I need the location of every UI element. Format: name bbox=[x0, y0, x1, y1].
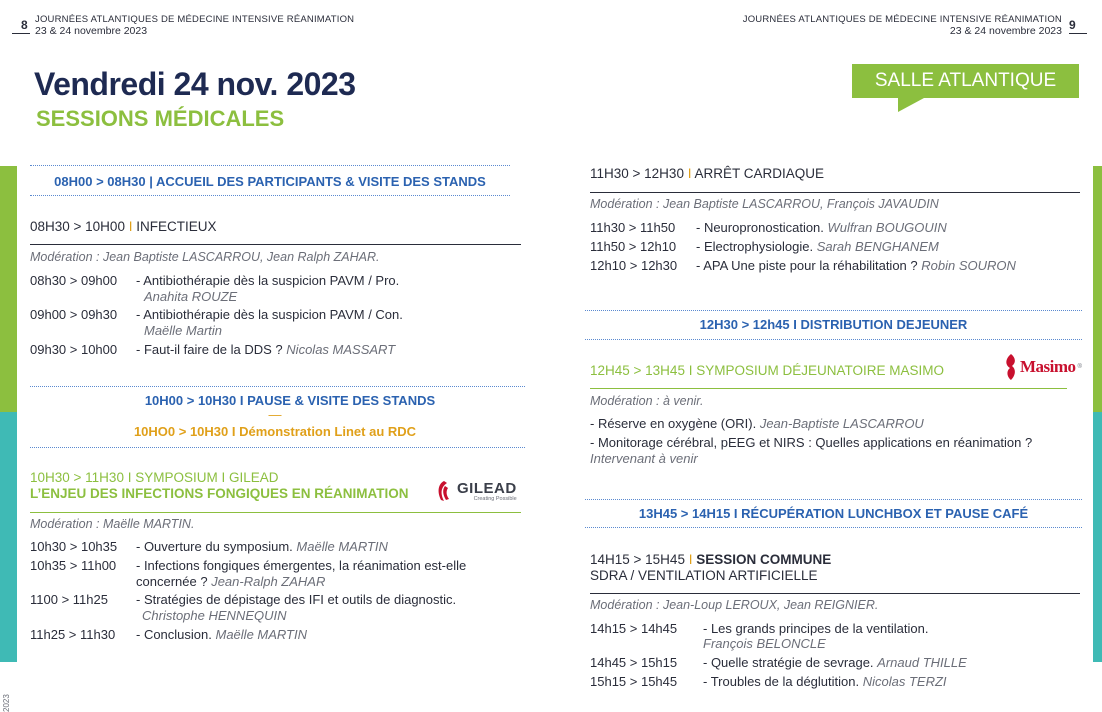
gilead-tagline: Creating Possible bbox=[473, 495, 517, 502]
symposium-rule bbox=[30, 512, 521, 513]
symposium-moderation: Modération : Maëlle MARTIN. bbox=[30, 517, 195, 531]
talk-speaker: Intervenant à venir bbox=[590, 451, 698, 466]
talk-title: - Electrophysiologie. bbox=[696, 239, 814, 254]
talk-time: 1100 > 11h25 bbox=[30, 592, 108, 607]
arret-time: 11H30 > 12H30 bbox=[590, 166, 684, 181]
talk-speaker: Maëlle MARTIN bbox=[296, 539, 388, 554]
left-conference-dates: 23 & 24 novembre 2023 bbox=[35, 25, 148, 37]
right-page-number: 9 bbox=[1069, 18, 1076, 32]
infectieux-title: INFECTIEUX bbox=[136, 219, 217, 234]
masimo-word: Masimo bbox=[1020, 357, 1076, 376]
talk-title: - Faut-il faire de la DDS ? bbox=[136, 342, 283, 357]
gilead-logo bbox=[435, 480, 517, 502]
pause-rule-top bbox=[30, 386, 525, 387]
left-green-bar bbox=[0, 166, 17, 412]
talk-time: 11h30 > 11h50 bbox=[590, 220, 676, 235]
talk-time: 11h50 > 12h10 bbox=[590, 239, 677, 254]
talk-title: - Stratégies de dépistage des IFI et outils de diagnostic. bbox=[136, 592, 457, 607]
right-conference-dates: 23 & 24 novembre 2023 bbox=[949, 25, 1062, 37]
talk-speaker: Nicolas MASSART bbox=[286, 342, 396, 357]
talk-speaker: Jean-Baptiste LASCARROU bbox=[759, 416, 924, 431]
talk-title: - Quelle stratégie de sevrage. bbox=[703, 655, 874, 670]
masimo-heading: 12H45 > 13H45 I SYMPOSIUM DÉJEUNATOIRE MASIMO bbox=[590, 363, 944, 378]
talk-speaker: Maëlle Martin bbox=[144, 323, 223, 338]
talk-title: - Conclusion. bbox=[136, 627, 212, 642]
talk-title: - Antibiothérapie dès la suspicion PAVM / Con. bbox=[136, 307, 403, 322]
talk-row bbox=[136, 539, 388, 555]
talk-time: 14h15 > 14h45 bbox=[590, 621, 678, 636]
left-header-rule bbox=[12, 33, 30, 34]
lunchbox-rule-bottom bbox=[585, 527, 1082, 528]
masimo-moderation: Modération : à venir. bbox=[590, 394, 704, 408]
talk-time: 10h35 > 11h00 bbox=[30, 558, 117, 573]
talk-speaker: Arnaud THILLE bbox=[877, 655, 967, 670]
gilead-emblem-icon bbox=[435, 480, 453, 502]
talk-title: - Les grands principes de la ventilation. bbox=[703, 621, 929, 636]
page-title: Vendredi 24 nov. 2023 bbox=[34, 66, 356, 102]
dejeuner-heading: 12H30 > 12h45 I DISTRIBUTION DEJEUNER bbox=[699, 317, 968, 332]
pause-dash: — bbox=[268, 407, 282, 422]
masimo-rule bbox=[590, 388, 1067, 389]
talk-title: - APA Une piste pour la réhabilitation ? bbox=[696, 258, 918, 273]
masimo-registered: ® bbox=[1077, 364, 1082, 370]
demo-rule-bottom bbox=[30, 447, 525, 448]
talk-time: 08h30 > 09h00 bbox=[30, 273, 118, 288]
masimo-logo bbox=[1004, 353, 1082, 381]
talk-time: 12h10 > 12h30 bbox=[590, 258, 678, 273]
arret-title: ARRÊT CARDIAQUE bbox=[694, 166, 825, 181]
arret-rule bbox=[590, 192, 1080, 193]
accueil-heading: 08H00 > 08H30 | ACCUEIL DES PARTICIPANTS & VISITE DES STANDS bbox=[54, 174, 486, 189]
infectieux-time: 08H30 > 10H00 bbox=[30, 219, 125, 234]
talk-row bbox=[696, 258, 1016, 274]
commune-heading bbox=[590, 552, 831, 567]
talk-speaker: Robin SOURON bbox=[921, 258, 1016, 273]
gilead-wordmark bbox=[457, 481, 517, 502]
arret-moderation: Modération : Jean Baptiste LASCARROU, François JAVAUDIN bbox=[590, 197, 939, 211]
right-green-bar bbox=[1093, 166, 1102, 412]
talk-title: - Antibiothérapie dès la suspicion PAVM / Pro. bbox=[136, 273, 400, 288]
talk-row bbox=[136, 627, 307, 643]
talk-time: 09h00 > 09h30 bbox=[30, 307, 118, 322]
masimo-emblem-icon bbox=[1004, 353, 1018, 381]
pause-heading: 10H00 > 10H30 I PAUSE & VISITE DES STANDS bbox=[144, 393, 436, 408]
talk-time: 09h30 > 10h00 bbox=[30, 342, 118, 357]
accueil-rule-top bbox=[30, 165, 510, 166]
talk-row bbox=[696, 239, 939, 255]
talk-speaker: Nicolas TERZI bbox=[862, 674, 947, 689]
talk-speaker: Maëlle MARTIN bbox=[215, 627, 308, 642]
talk-row bbox=[136, 342, 395, 358]
talk-title: - Réserve en oxygène (ORI). bbox=[590, 416, 757, 431]
room-badge-arrow bbox=[898, 98, 924, 112]
commune-subtitle: SDRA / VENTILATION ARTIFICIELLE bbox=[590, 568, 818, 583]
masimo-item-1 bbox=[590, 416, 924, 432]
talk-title: - Infections fongiques émergentes, la réanimation est-elle concernée ? bbox=[136, 558, 467, 589]
symposium-title: L’ENJEU DES INFECTIONS FONGIQUES EN RÉANIMATION bbox=[30, 486, 409, 501]
infectieux-moderation: Modération : Jean Baptiste LASCARROU, Jean Ralph ZAHAR. bbox=[30, 250, 380, 264]
talk-speaker: Jean-Ralph ZAHAR bbox=[211, 574, 326, 589]
talk-time: 15h15 > 15h45 bbox=[590, 674, 678, 689]
talk-row bbox=[703, 655, 967, 671]
gilead-word: GILEAD bbox=[457, 479, 517, 497]
page-subtitle: SESSIONS MÉDICALES bbox=[36, 106, 285, 131]
talk-title: - Neuropronostication. bbox=[696, 220, 824, 235]
infectieux-separator: I bbox=[128, 219, 133, 234]
talk-speaker: François BELONCLE bbox=[703, 636, 826, 651]
room-badge: SALLE ATLANTIQUE bbox=[852, 64, 1079, 98]
talk-row bbox=[696, 220, 947, 236]
talk-speaker: Sarah BENGHANEM bbox=[816, 239, 939, 254]
right-teal-bar bbox=[1093, 412, 1102, 662]
lunchbox-heading: 13H45 > 14H15 I RÉCUPÉRATION LUNCHBOX ET PAUSE CAFÉ bbox=[638, 506, 1029, 521]
talk-title: - Troubles de la déglutition. bbox=[703, 674, 860, 689]
dejeuner-rule-bottom bbox=[585, 339, 1082, 340]
commune-moderation: Modération : Jean-Loup LEROUX, Jean REIGNIER. bbox=[590, 598, 879, 612]
commune-separator: I bbox=[688, 552, 693, 567]
arret-heading bbox=[590, 166, 824, 181]
commune-title: SESSION COMMUNE bbox=[696, 552, 832, 567]
right-conference-title: JOURNÉES ATLANTIQUES DE MÉDECINE INTENSIVE RÉANIMATION bbox=[742, 14, 1062, 25]
demo-heading: 10HO0 > 10H30 I Démonstration Linet au RDC bbox=[133, 424, 417, 439]
talk-row bbox=[136, 558, 521, 590]
symposium-heading: 10H30 > 11H30 I SYMPOSIUM I GILEAD bbox=[30, 470, 279, 485]
infectieux-rule bbox=[30, 244, 521, 245]
dejeuner-rule-top bbox=[585, 310, 1082, 311]
left-page-number: 8 bbox=[21, 18, 28, 32]
talk-speaker: Wulfran BOUGOUIN bbox=[827, 220, 947, 235]
talk-speaker: Anahita ROUZE bbox=[144, 289, 238, 304]
arret-separator: I bbox=[687, 166, 692, 181]
accueil-rule-bottom bbox=[30, 195, 510, 196]
left-teal-bar bbox=[0, 412, 17, 662]
masimo-item-2: - Monitorage cérébral, pEEG et NIRS : Quelles applications en réanimation ? bbox=[590, 435, 1033, 450]
talk-row bbox=[703, 674, 947, 690]
commune-rule bbox=[590, 593, 1080, 594]
talk-time: 10h30 > 10h35 bbox=[30, 539, 118, 554]
talk-time: 14h45 > 15h15 bbox=[590, 655, 678, 670]
infectieux-heading bbox=[30, 219, 217, 234]
talk-title: - Ouverture du symposium. bbox=[136, 539, 293, 554]
lunchbox-rule-top bbox=[585, 499, 1082, 500]
left-conference-title: JOURNÉES ATLANTIQUES DE MÉDECINE INTENSIVE RÉANIMATION bbox=[35, 14, 355, 25]
right-header-rule bbox=[1069, 33, 1087, 34]
talk-time: 11h25 > 11h30 bbox=[30, 627, 116, 642]
side-year: 2023 bbox=[2, 694, 11, 712]
talk-speaker: Christophe HENNEQUIN bbox=[142, 608, 287, 623]
commune-time: 14H15 > 15H45 bbox=[590, 552, 685, 567]
